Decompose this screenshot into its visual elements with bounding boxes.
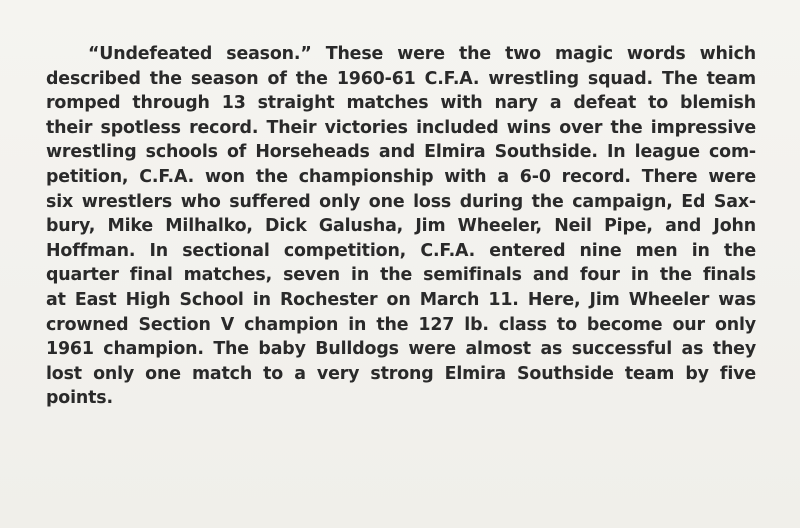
paragraph-line: lost only one match to a very strong Elmira Southside team by five	[46, 363, 756, 384]
paragraph-line: their spotless record. Their victories included wins over the impressive	[46, 117, 756, 138]
paragraph-line: points.	[46, 388, 113, 409]
paragraph-line: six wrestlers who suffered only one loss during the campaign, Ed Sax-	[46, 191, 756, 212]
paragraph-line: bury, Mike Milhalko, Dick Galusha, Jim Wheeler, Neil Pipe, and John	[46, 216, 756, 237]
paragraph-line: wrestling schools of Horseheads and Elmira Southside. In league com-	[46, 142, 756, 163]
paragraph-line: described the season of the 1960-61 C.F.A. wrestling squad. The team	[46, 68, 756, 89]
article-paragraph	[46, 42, 756, 411]
paragraph-line: quarter final matches, seven in the semifinals and four in the finals	[46, 265, 756, 286]
paragraph-line: Hoffman. In sectional competition, C.F.A. entered nine men in the	[46, 240, 756, 261]
paragraph-line: “Undefeated season.” These were the two magic words which	[88, 44, 756, 64]
paragraph-line: petition, C.F.A. won the championship with a 6-0 record. There were	[46, 166, 756, 187]
paragraph-line: romped through 13 straight matches with nary a defeat to blemish	[46, 93, 756, 114]
paragraph-line: crowned Section V champion in the 127 lb. class to become our only	[46, 314, 756, 335]
paragraph-line: 1961 champion. The baby Bulldogs were almost as successful as they	[46, 339, 756, 360]
paragraph-line: at East High School in Rochester on March 11. Here, Jim Wheeler was	[46, 289, 756, 310]
